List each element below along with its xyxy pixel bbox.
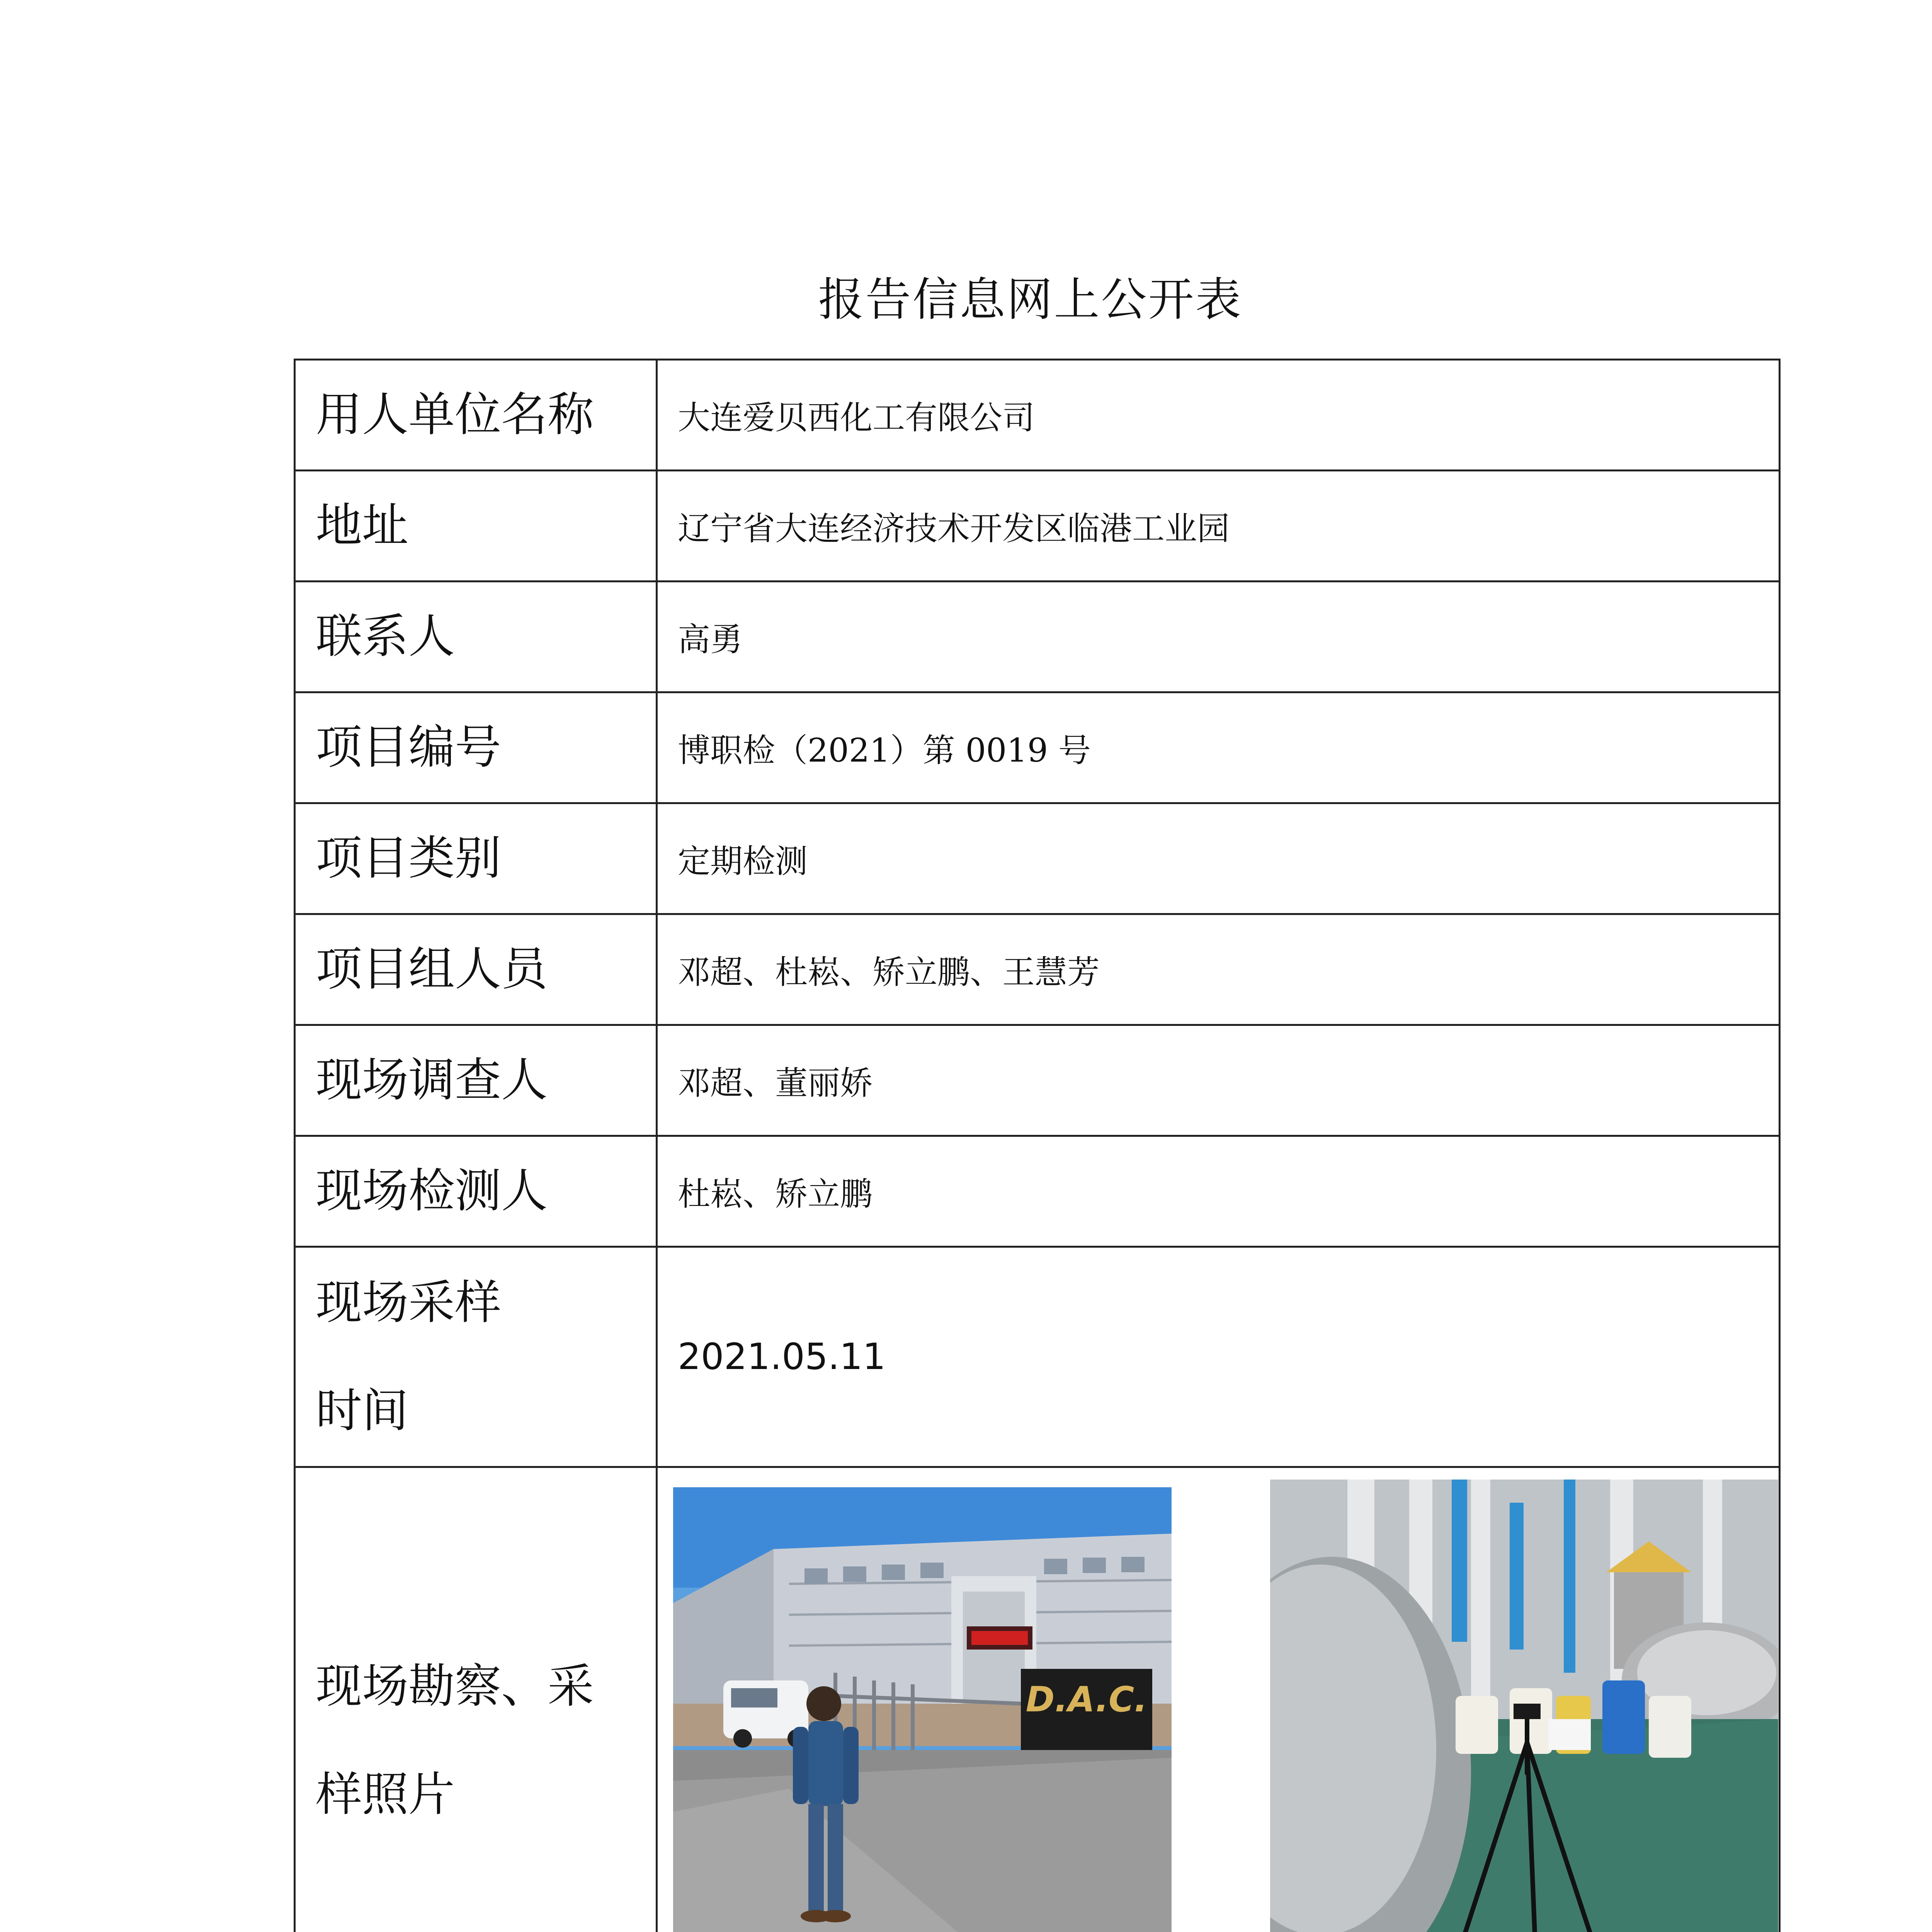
row-label-site-inspector: 现场检测人 (295, 1136, 657, 1247)
row-value-sampling-time: 2021.05.11 (657, 1247, 1780, 1467)
row-label-project-number: 项目编号 (295, 692, 657, 803)
photo-gallery (658, 1468, 1779, 1932)
table-row (295, 582, 1780, 692)
row-value-project-team: 邓超、杜崧、矫立鹏、王慧芳 (657, 914, 1780, 1025)
label-line: 样照片 (316, 1768, 455, 1821)
row-label-project-team: 项目组人员 (295, 914, 657, 1025)
label-line: 现场勘察、采 (316, 1660, 594, 1713)
row-value-address: 辽宁省大连经济技术开发区临港工业园 (657, 471, 1780, 582)
row-label-sampling-time (295, 1247, 657, 1467)
row-value-site-inspector: 杜崧、矫立鹏 (657, 1136, 1780, 1247)
label-line: 现场采样 (316, 1276, 501, 1330)
row-label-site-investigator: 现场调查人 (295, 1025, 657, 1136)
table-row (295, 692, 1780, 803)
row-value-site-investigator: 邓超、董丽娇 (657, 1025, 1780, 1136)
row-value-contact: 高勇 (657, 582, 1780, 692)
table-row (295, 360, 1780, 471)
info-table (294, 359, 1781, 1932)
row-value-photos (657, 1467, 1780, 1932)
label-line: 时间 (316, 1384, 408, 1438)
table-row (295, 1247, 1780, 1467)
row-label-address: 地址 (295, 471, 657, 582)
row-label-company: 用人单位名称 (295, 360, 657, 471)
site-photo-sampling (1270, 1480, 1778, 1932)
row-label-project-category: 项目类别 (295, 803, 657, 914)
row-value-project-number: 博职检（2021）第 0019 号 (657, 692, 1780, 803)
row-value-company: 大连爱贝西化工有限公司 (657, 360, 1780, 471)
table-row (295, 1025, 1780, 1136)
document-title: 报告信息网上公开表 (818, 273, 1243, 326)
site-photo-building (673, 1487, 1172, 1932)
table-row (295, 1467, 1780, 1932)
row-label-photos (295, 1467, 657, 1932)
table-row (295, 1136, 1780, 1247)
table-row (295, 803, 1780, 914)
row-value-project-category: 定期检测 (657, 803, 1780, 914)
table-row (295, 914, 1780, 1025)
row-label-contact: 联系人 (295, 582, 657, 692)
table-row (295, 471, 1780, 582)
sign-text: D.A.C. (1026, 1679, 1148, 1720)
